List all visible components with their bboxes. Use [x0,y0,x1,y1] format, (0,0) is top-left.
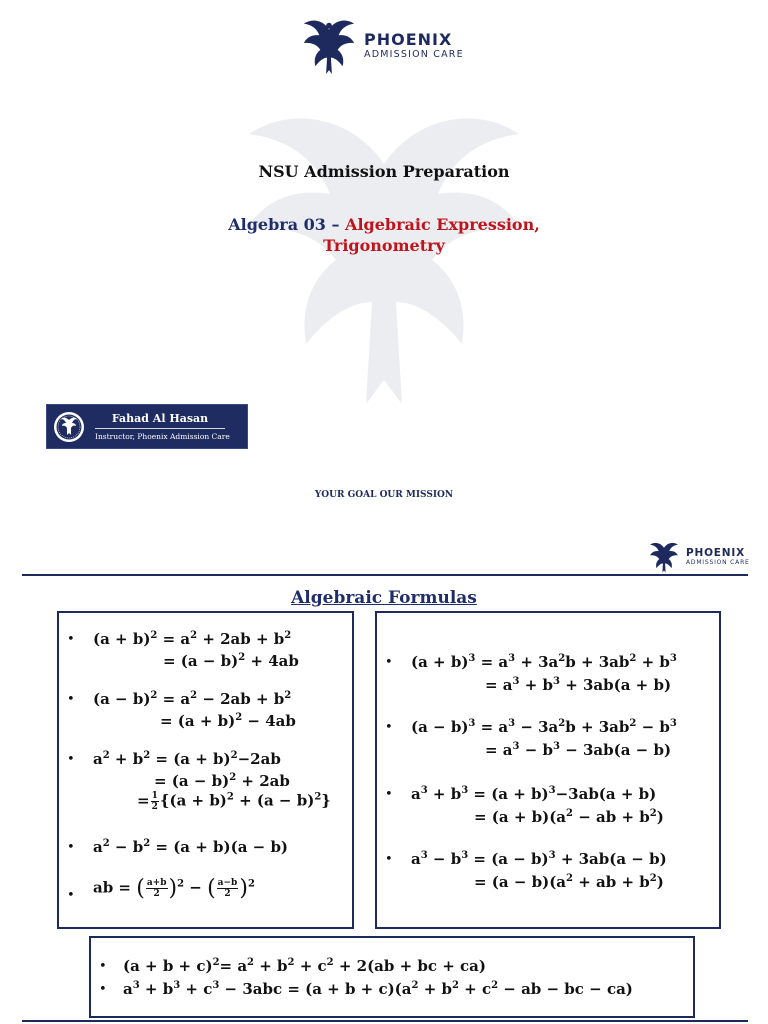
square-formulas-box [57,611,354,929]
bullet: • [67,692,75,707]
phoenix-logo-small [648,540,750,574]
header-divider [22,574,748,576]
bullet: • [67,888,75,903]
formula-a-plus-b-cubed: $(a + b)^3 = a^3 + 3a^2b + 3ab^2 + b^3$ [411,653,677,671]
formula-a-plus-b-squared: $(a + b)^2 = a^2 + 2ab + b^2$ [93,630,292,648]
formula-a-minus-b-cubed: $(a - b)^3 = a^3 - 3a^2b + 3ab^2 - b^3$ [411,718,677,736]
course-title: NSU Admission Preparation [258,162,510,181]
topic-title [0,214,768,256]
instructor-name: Fahad Al Hasan [95,412,225,429]
brand-name: PHOENIX [686,547,745,559]
formula-difference-of-squares: $a^2 - b^2 = (a + b)(a - b)$ [93,838,289,856]
formula-difference-of-cubes-factored: = $(a - b)(a^2$ + ab + $b^2$) [474,873,664,891]
bullet: • [67,752,75,767]
phoenix-watermark-icon [234,104,534,434]
formula-sum-of-three-cubes: $a^3 + b^3 + c^3 - 3abc = (a + b + c)(a^2 + b^2 + c^2$ − ab − bc − ca) [123,980,633,998]
formula-sum-of-squares-half: = $\frac{1}{2}$ $\{(a + b)^2 + (a - b)^2\}$ [137,791,331,812]
brand-name: PHOENIX [364,30,453,49]
formula-difference-of-cubes: $a^3 - b^3 = (a - b)^3 + 3ab(a - b)$ [411,850,667,868]
motto: YOUR GOAL OUR MISSION [314,490,454,500]
phoenix-bird-icon [300,16,358,76]
bullet: • [67,632,75,647]
formula-a-b-c-squared: $(a + b + c)^2= a^2 + b^2 + c^2 + 2(ab$ + bc + ca) [123,957,486,975]
bullet: • [385,787,393,802]
brand-tagline: ADMISSION CARE [364,49,464,60]
phoenix-logo [300,16,464,76]
bullet: • [99,959,107,974]
formula-sum-of-cubes: $a^3 + b^3 = (a + b)^3-3ab(a + b)$ [411,785,657,803]
section-title: Algebraic Formulas [291,588,477,608]
bullet: • [99,982,107,997]
formula-a-plus-b-squared-alt: = $(a - b)^2 + 4ab$ [163,652,299,670]
formula-a-minus-b-squared: $(a - b)^2 = a^2 - 2ab + b^2$ [93,690,292,708]
formula-a-minus-b-squared-alt: = $(a + b)^2 - 4ab$ [160,712,296,730]
phoenix-bird-icon [648,540,680,574]
footer-divider [22,1020,748,1022]
instructor-role: Instructor, Phoenix Admission Care [95,432,230,441]
bullet: • [385,655,393,670]
formula-a-plus-b-cubed-alt: = $a^3 + b^3 + 3ab(a + b)$ [485,676,672,694]
topic-prefix: Algebra 03 – [228,215,346,234]
topic-main: Algebraic Expression, [345,215,540,234]
formula-slide [0,532,768,1024]
seal-icon [53,411,85,443]
formula-ab-product: ab = ( $\frac{a+b}{2}$ )$^2$ − ( $\frac{a-b}{2}$ )$^2$ [93,876,255,901]
formula-sum-of-squares: $a^2 + b^2 = (a + b)^2-2ab$ [93,750,281,768]
bullet: • [385,852,393,867]
bullet: • [385,720,393,735]
bullet: • [67,840,75,855]
formula-sum-of-cubes-factored: = $(a + b)(a^2$ − ab + $b^2$) [474,808,664,826]
formula-sum-of-squares-alt: = $(a - b)^2 + 2ab$ [154,772,290,790]
instructor-card [46,404,248,449]
brand-tagline: ADMISSION CARE [686,559,750,566]
cube-formulas-box [375,611,721,929]
formula-a-minus-b-cubed-alt: = $a^3 - b^3 - 3ab(a - b)$ [485,741,672,759]
three-variable-formulas-box [89,936,695,1018]
topic-line2: Trigonometry [323,236,445,255]
